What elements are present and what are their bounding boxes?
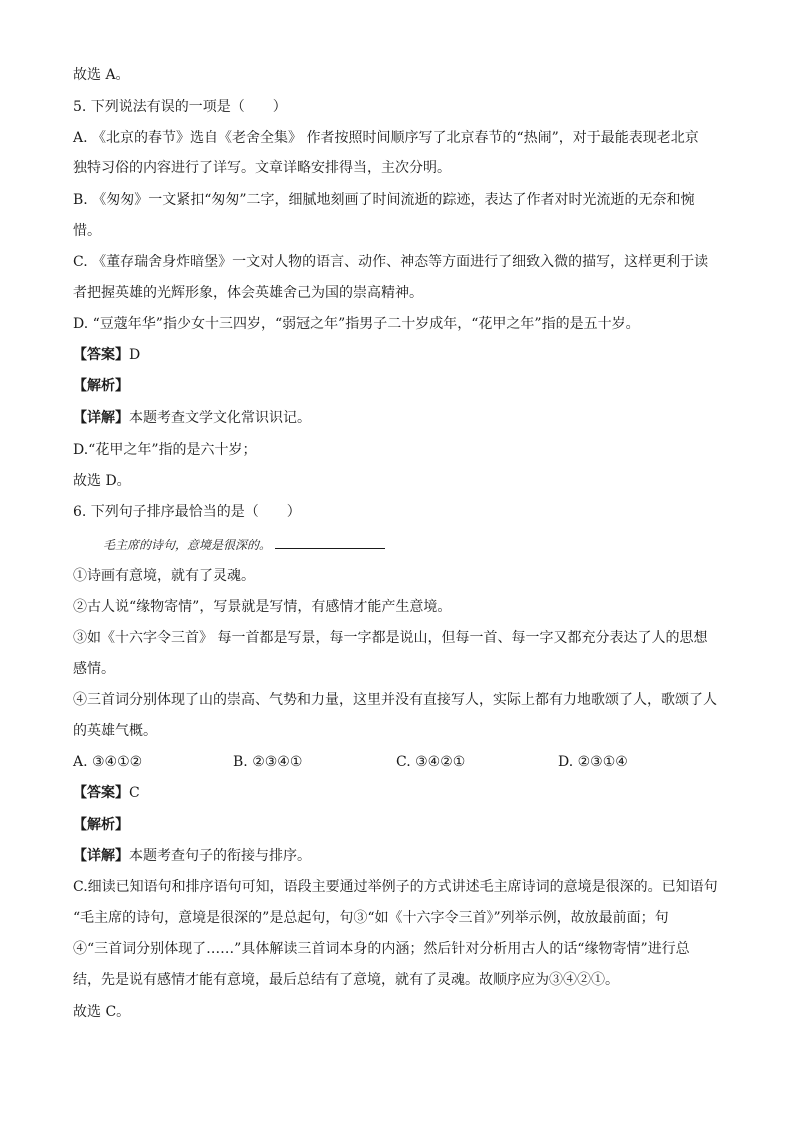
q6-explanation-line-1: C.细读已知语句和排序语句可知，语段主要通过举例子的方式讲述毛主席诗词的意境是很深的。已知语句 xyxy=(73,879,718,895)
q5-analysis-heading: 【解析】 xyxy=(73,378,129,394)
detail-tag: 【详解】 xyxy=(73,410,129,426)
q5-option-d: D. “豆蔻年华”指少女十三四岁，“弱冠之年”指男子二十岁成年，“花甲之年”指的是五十岁。 xyxy=(73,316,640,332)
q6-sentence-2: ②古人说“缘物寄情”，写景就是写情，有感情才能产生意境。 xyxy=(73,599,452,615)
fill-blank xyxy=(275,534,385,549)
q5-explanation-d: D.“花甲之年”指的是六十岁； xyxy=(73,442,257,458)
q6-option-c: C. ③④②① xyxy=(396,754,466,770)
q6-sentence-4-line-1: ④三首词分别体现了山的崇高、气势和力量，这里并没有直接写人，实际上都有力地歌颂了人，歌颂了人 xyxy=(73,692,717,708)
answer-value: C xyxy=(129,785,140,801)
q6-explanation-line-3: ④“三首词分别体现了……”具体解读三首词本身的内涵；然后针对分析用古人的话“缘物寄情”进行总 xyxy=(73,941,690,957)
q5-option-a-line-1: A. 《北京的春节》选自《老舍全集》 作者按照时间顺序写了北京春节的“热闹”，对于最能表现老北京 xyxy=(73,130,699,146)
q5-option-b-line-1: B. 《匆匆》一文紧扣“匆匆”二字，细腻地刻画了时间流逝的踪迹，表达了作者对时光流逝的无奈和惋 xyxy=(73,192,695,208)
answer-tag: 【答案】 xyxy=(73,347,129,363)
q5-detail: 【详解】本题考查文学文化常识识记。 xyxy=(73,410,311,426)
answer-choice-line: 故选 A。 xyxy=(73,67,130,83)
q6-detail: 【详解】本题考查句子的衔接与排序。 xyxy=(73,848,311,864)
q6-option-d: D. ②③①④ xyxy=(558,754,628,770)
answer-tag: 【答案】 xyxy=(73,785,129,801)
q6-explanation-line-4: 结，先是说有感情才能有意境，最后总结有了意境，就有了灵魂。故顺序应为③④②①。 xyxy=(73,972,619,988)
q5-option-a-line-2: 独特习俗的内容进行了详写。文章详略安排得当，主次分明。 xyxy=(73,160,451,176)
q5-answer xyxy=(73,345,723,365)
q6-explanation-line-2: “毛主席的诗句，意境是很深的”是总起句，句③“如《十六字令三首》”列举示例，故放最前面；句 xyxy=(73,910,669,926)
q6-pick: 故选 C。 xyxy=(73,1004,131,1020)
q6-option-b: B. ②③④① xyxy=(233,754,303,770)
q5-option-c-line-1: C. 《董存瑞舍身炸暗堡》一文对人物的语言、动作、神态等方面进行了细致入微的描写，这样更利于读 xyxy=(73,254,709,270)
q5-pick: 故选 D。 xyxy=(73,473,131,489)
q6-sentence-3-line-2: 感情。 xyxy=(73,661,115,677)
q6-sentence-4-line-2: 的英雄气概。 xyxy=(73,723,157,739)
q6-sentence-1: ①诗画有意境，就有了灵魂。 xyxy=(73,568,255,584)
q6-given-sentence: 毛主席的诗句，意境是很深的。 xyxy=(103,534,385,555)
q6-analysis-heading: 【解析】 xyxy=(73,817,129,833)
question-5-stem: 5. 下列说法有误的一项是（ ） xyxy=(73,99,287,115)
q6-sentence-3-line-1: ③如《十六字令三首》 每一首都是写景，每一字都是说山，但每一首、每一字又都充分表达了人的思想 xyxy=(73,630,708,646)
answer-value: D xyxy=(129,347,141,363)
q5-option-b-line-2: 惜。 xyxy=(73,223,101,239)
q5-option-c-line-2: 者把握英雄的光辉形象，体会英雄舍己为国的崇高精神。 xyxy=(73,285,423,301)
q6-answer xyxy=(73,783,723,803)
detail-tag: 【详解】 xyxy=(73,848,129,864)
q6-option-a: A. ③④①② xyxy=(73,754,143,770)
question-6-stem: 6. 下列句子排序最恰当的是（ ） xyxy=(73,504,301,520)
